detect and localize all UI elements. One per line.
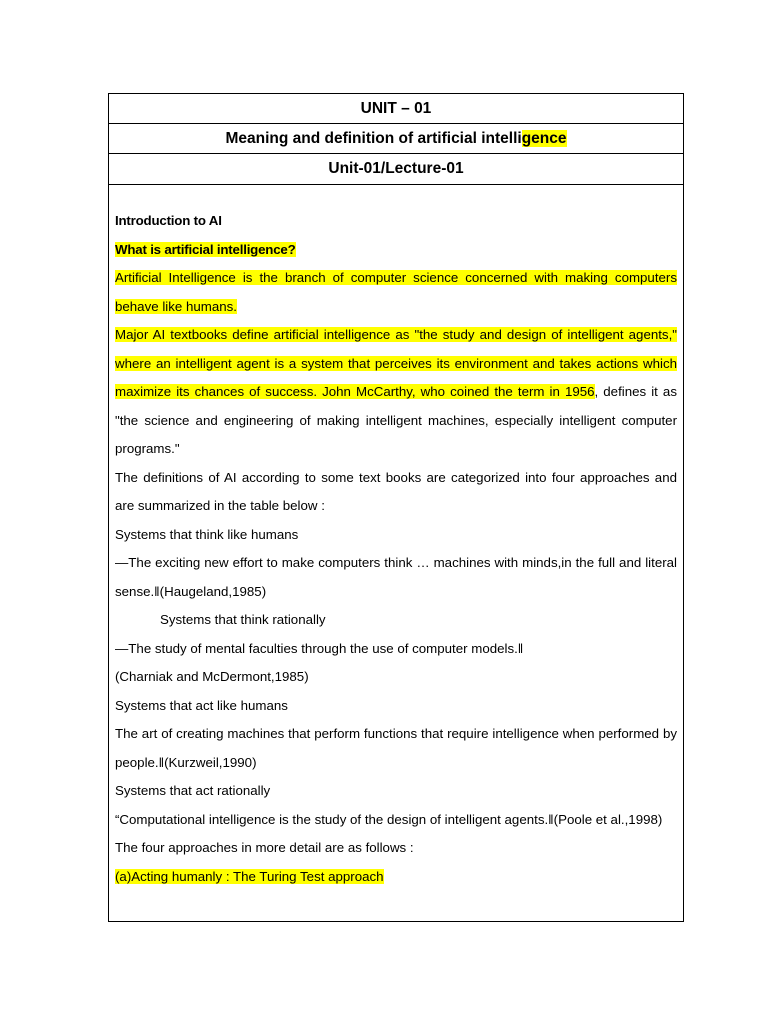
page-title: [109, 124, 683, 154]
lecture-body: [109, 185, 683, 891]
act-rationally-label: Systems that act rationally: [115, 783, 271, 798]
intro-heading: Introduction to AI: [115, 213, 222, 228]
lecture-heading: Unit-01/Lecture-01: [109, 154, 683, 185]
approaches-intro: The definitions of AI according to some text books are categorized into four approaches and are summarized in the table below :: [115, 469, 677, 513]
textbooks-rest: , defines it as "the science and engineering of making intelligent machines, especially intelligent computer programs.": [115, 384, 677, 456]
textbooks-paragraph: [115, 321, 677, 464]
definition-paragraph: [115, 264, 677, 321]
act-rationally-quote: “Computational intelligence is the study of the design of intelligent agents.‖(Poole et al.,1998): [115, 811, 663, 827]
think-humans-label: Systems that think like humans: [115, 526, 299, 542]
question-heading: What is artificial intelligence?: [115, 241, 296, 257]
definition-text: Artificial Intelligence is the branch of computer science concerned with making computers behave like humans.: [115, 270, 677, 314]
turing-heading: (a)Acting humanly : The Turing Test approach: [115, 868, 384, 884]
think-rationally-label: Systems that think rationally: [160, 612, 326, 627]
title-text: Meaning and definition of artificial intelli: [225, 130, 522, 147]
textbooks-highlight: Major AI textbooks define artificial intelligence as "the study and design of intelligent agents," where an intelligent agent is a system that perceives its environment and takes actions which maximize its chances of success. John McCarthy, who coined the term in 1956: [115, 327, 677, 399]
detail-intro: The four approaches in more detail are as follows :: [115, 840, 414, 855]
act-humans-quote: The art of creating machines that perform functions that require intelligence when performed by people.‖(Kurzweil,1990): [115, 726, 677, 770]
act-humans-label: Systems that act like humans: [115, 697, 288, 713]
think-rationally-cite: (Charniak and McDermont,1985): [115, 669, 309, 684]
title-highlight: gence: [521, 130, 567, 147]
question-line: [115, 236, 677, 265]
think-rationally-quote: ―The study of mental faculties through the use of computer models.‖: [115, 640, 524, 656]
think-humans-quote: ―The exciting new effort to make computers think … machines with minds,in the full and literal sense.‖(Haugeland,1985): [115, 555, 677, 599]
document-table: [108, 93, 684, 922]
turing-line: [115, 863, 677, 892]
unit-heading: UNIT – 01: [109, 94, 683, 124]
